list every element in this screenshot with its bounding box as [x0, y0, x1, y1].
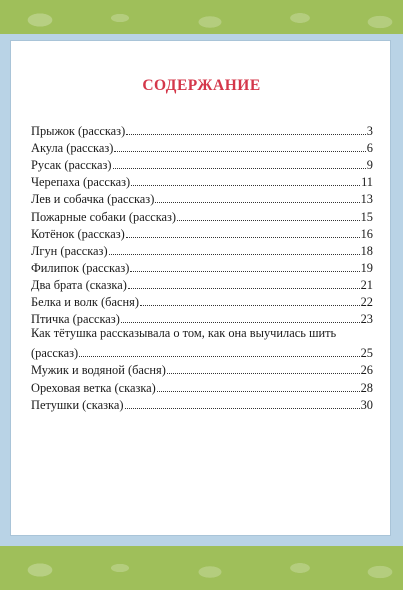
- toc-entry-page: 16: [360, 226, 373, 241]
- leader-dots: [157, 391, 360, 392]
- toc-entry-title: Акула (рассказ): [31, 141, 114, 156]
- toc-entry-page: 21: [360, 277, 373, 292]
- toc-entry[interactable]: [31, 206, 373, 223]
- toc-entry-title: Два брата (сказка): [31, 277, 127, 292]
- toc-entry[interactable]: [31, 155, 373, 172]
- toc-entry-page: 9: [366, 158, 373, 173]
- toc-entry-title: Русак (рассказ): [31, 158, 112, 173]
- toc-entry[interactable]: [31, 343, 373, 360]
- leader-dots: [125, 408, 360, 409]
- toc-entry-page: 30: [360, 397, 373, 412]
- toc-entry-title: Ореховая ветка (сказка): [31, 380, 156, 395]
- toc-entry-page: 15: [360, 209, 373, 224]
- toc-entry-title: Мужик и водяной (басня): [31, 363, 166, 378]
- leader-dots: [126, 237, 360, 238]
- toc-entry-title: Прыжок (рассказ): [31, 124, 126, 139]
- leader-dots: [113, 168, 366, 169]
- toc-entry-title: Лгун (рассказ): [31, 243, 108, 258]
- toc-entry-title: (рассказ): [31, 346, 79, 361]
- toc-entry-title: Филипок (рассказ): [31, 260, 130, 275]
- leader-dots: [126, 134, 366, 135]
- leader-dots: [79, 356, 359, 357]
- contents-page: [10, 40, 391, 536]
- leader-dots: [131, 185, 360, 186]
- toc-entry-title: Петушки (сказка): [31, 397, 124, 412]
- bottom-ornament: [0, 550, 403, 590]
- toc-entry-page: 3: [366, 124, 373, 139]
- toc-entry-page: 22: [360, 295, 373, 310]
- toc-entry[interactable]: [31, 138, 373, 155]
- toc-entry-page: 18: [360, 243, 373, 258]
- leader-dots: [155, 202, 359, 203]
- leader-dots: [114, 151, 365, 152]
- leader-dots: [121, 322, 360, 323]
- leader-dots: [130, 271, 359, 272]
- leader-dots: [128, 288, 360, 289]
- toc-entry[interactable]: [31, 121, 373, 138]
- toc-entry[interactable]: [31, 224, 373, 241]
- toc-entry-page: 23: [360, 312, 373, 327]
- toc-entry[interactable]: [31, 189, 373, 206]
- toc-entry[interactable]: [31, 360, 373, 377]
- toc-entry[interactable]: [31, 241, 373, 258]
- toc-entry-page: 19: [360, 260, 373, 275]
- toc-entry-title: Птичка (рассказ): [31, 312, 120, 327]
- toc-entry-page: 28: [360, 380, 373, 395]
- toc-entry[interactable]: [31, 258, 373, 275]
- toc-entry-title: Черепаха (рассказ): [31, 175, 131, 190]
- leader-dots: [167, 373, 360, 374]
- toc-entry-title: Белка и волк (басня): [31, 295, 139, 310]
- toc-entry[interactable]: [31, 172, 373, 189]
- toc-entry[interactable]: [31, 395, 373, 412]
- toc-entry-page: 25: [360, 346, 373, 361]
- toc-entry[interactable]: [31, 275, 373, 292]
- leader-dots: [177, 220, 360, 221]
- toc-entry[interactable]: [31, 377, 373, 394]
- toc-entry-page: 26: [360, 363, 373, 378]
- leader-dots: [109, 254, 360, 255]
- toc-entry-title: Пожарные собаки (рассказ): [31, 209, 177, 224]
- toc-entry-title: Лев и собачка (рассказ): [31, 192, 155, 207]
- toc-entry[interactable]: [31, 309, 373, 326]
- toc-entry-page: 13: [360, 192, 373, 207]
- toc-entry[interactable]: [31, 292, 373, 309]
- toc-entry-title: Котёнок (рассказ): [31, 226, 125, 241]
- toc-entry-page: 6: [366, 141, 373, 156]
- leader-dots: [140, 305, 360, 306]
- table-of-contents: [31, 121, 373, 412]
- toc-entry-page: 11: [361, 175, 373, 190]
- toc-entry-title-line: Как тётушка рассказывала о том, как она выучилась шить: [31, 326, 337, 341]
- page-title: СОДЕРЖАНИЕ: [142, 77, 261, 94]
